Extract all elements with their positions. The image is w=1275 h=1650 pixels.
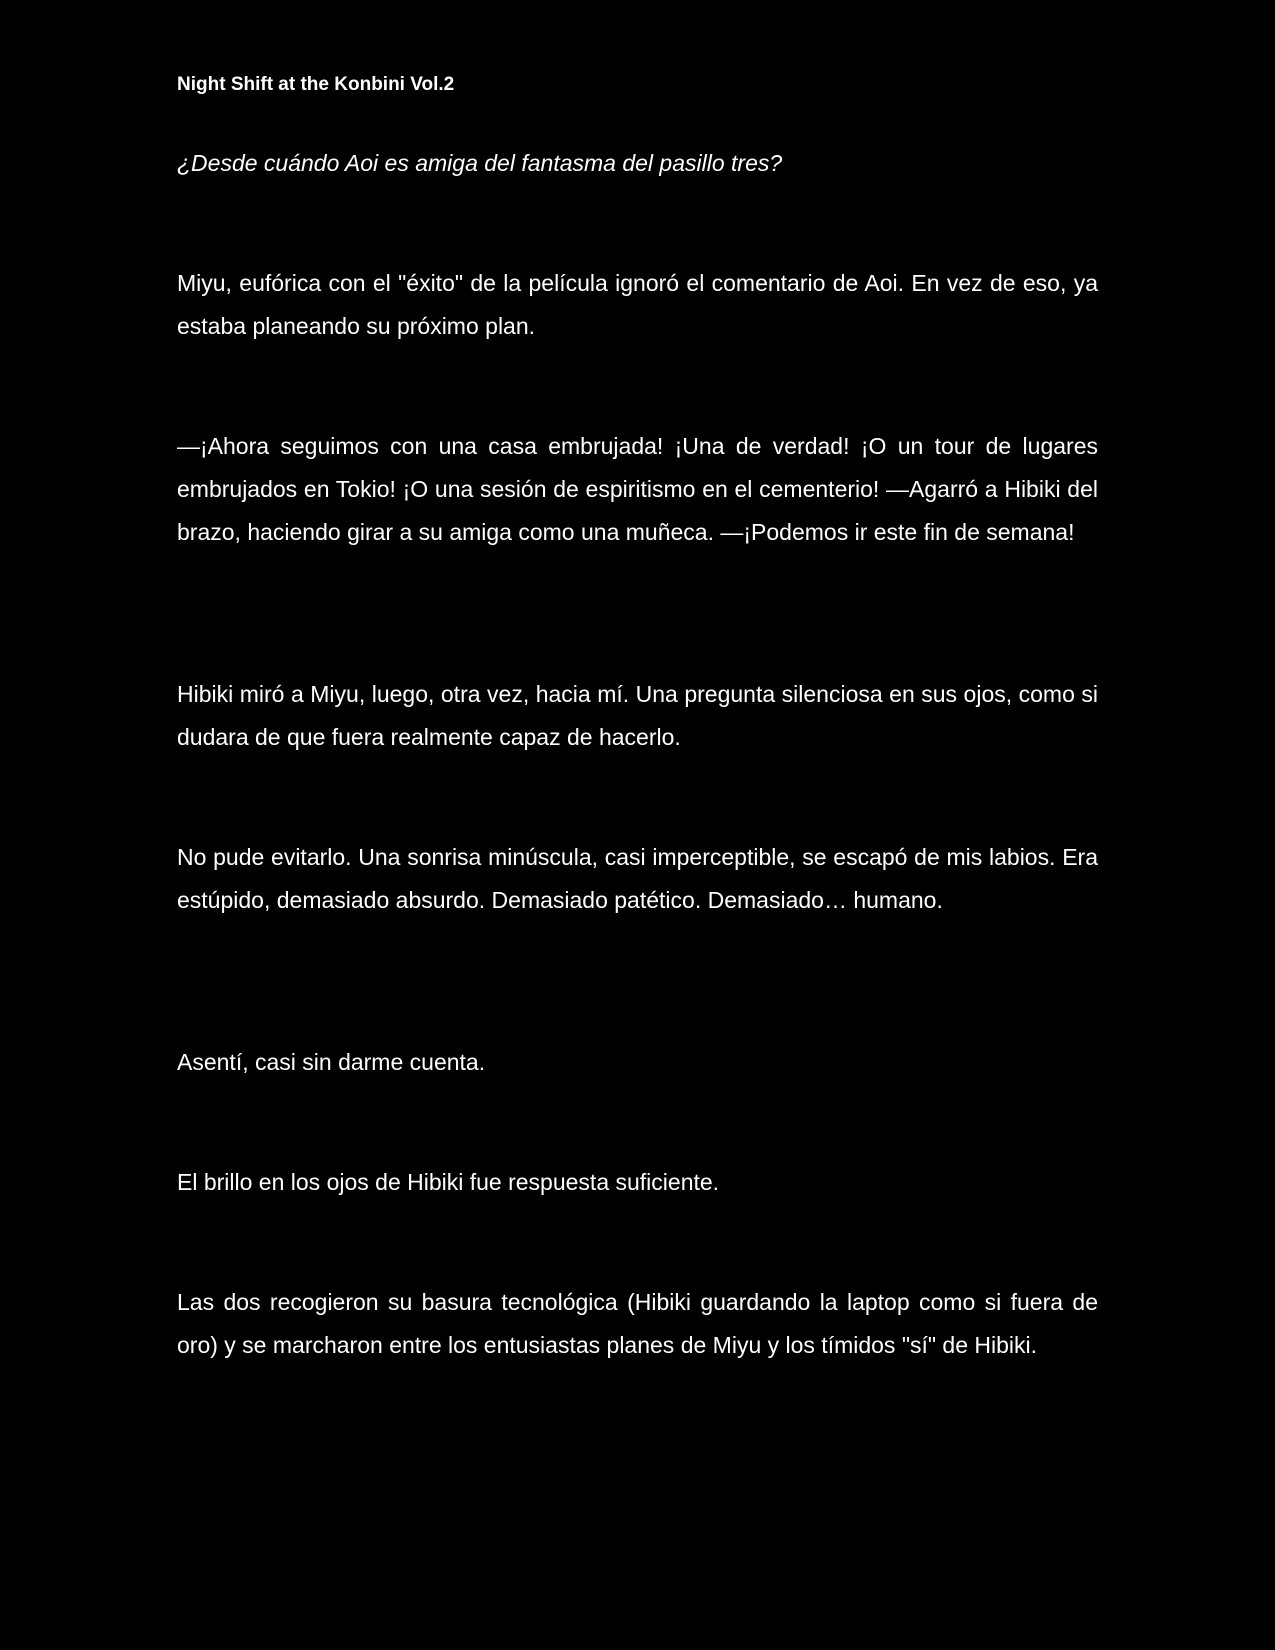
running-header-title: Night Shift at the Konbini Vol.2	[177, 74, 455, 95]
body-paragraph: Miyu, eufórica con el "éxito" de la película ignoró el comentario de Aoi. En vez de eso, ya estaba planeando su próximo plan.	[177, 270, 1098, 339]
body-paragraph: —¡Ahora seguimos con una casa embrujada! ¡Una de verdad! ¡O un tour de lugares embrujados en Tokio! ¡O una sesión de espiritismo en el cementerio! —Agarró a Hibiki del brazo, haciendo girar a su amiga como una muñeca. —¡Podemos ir este fin de semana!	[177, 433, 1098, 545]
italic-thought-paragraph: ¿Desde cuándo Aoi es amiga del fantasma del pasillo tres?	[177, 150, 783, 176]
body-paragraph: Hibiki miró a Miyu, luego, otra vez, hacia mí. Una pregunta silenciosa en sus ojos, como si dudara de que fuera realmente capaz de hacerlo.	[177, 681, 1098, 750]
body-paragraph: Asentí, casi sin darme cuenta.	[177, 1049, 486, 1075]
body-paragraph: No pude evitarlo. Una sonrisa minúscula, casi imperceptible, se escapó de mis labios. Era estúpido, demasiado absurdo. Demasiado patético. Demasiado… humano.	[177, 844, 1098, 913]
document-page	[177, 0, 1098, 1650]
body-paragraph: Las dos recogieron su basura tecnológica (Hibiki guardando la laptop como si fuera de oro) y se marcharon entre los entusiastas planes de Miyu y los tímidos "sí" de Hibiki.	[177, 1289, 1098, 1358]
body-paragraph: El brillo en los ojos de Hibiki fue respuesta suficiente.	[177, 1169, 720, 1195]
